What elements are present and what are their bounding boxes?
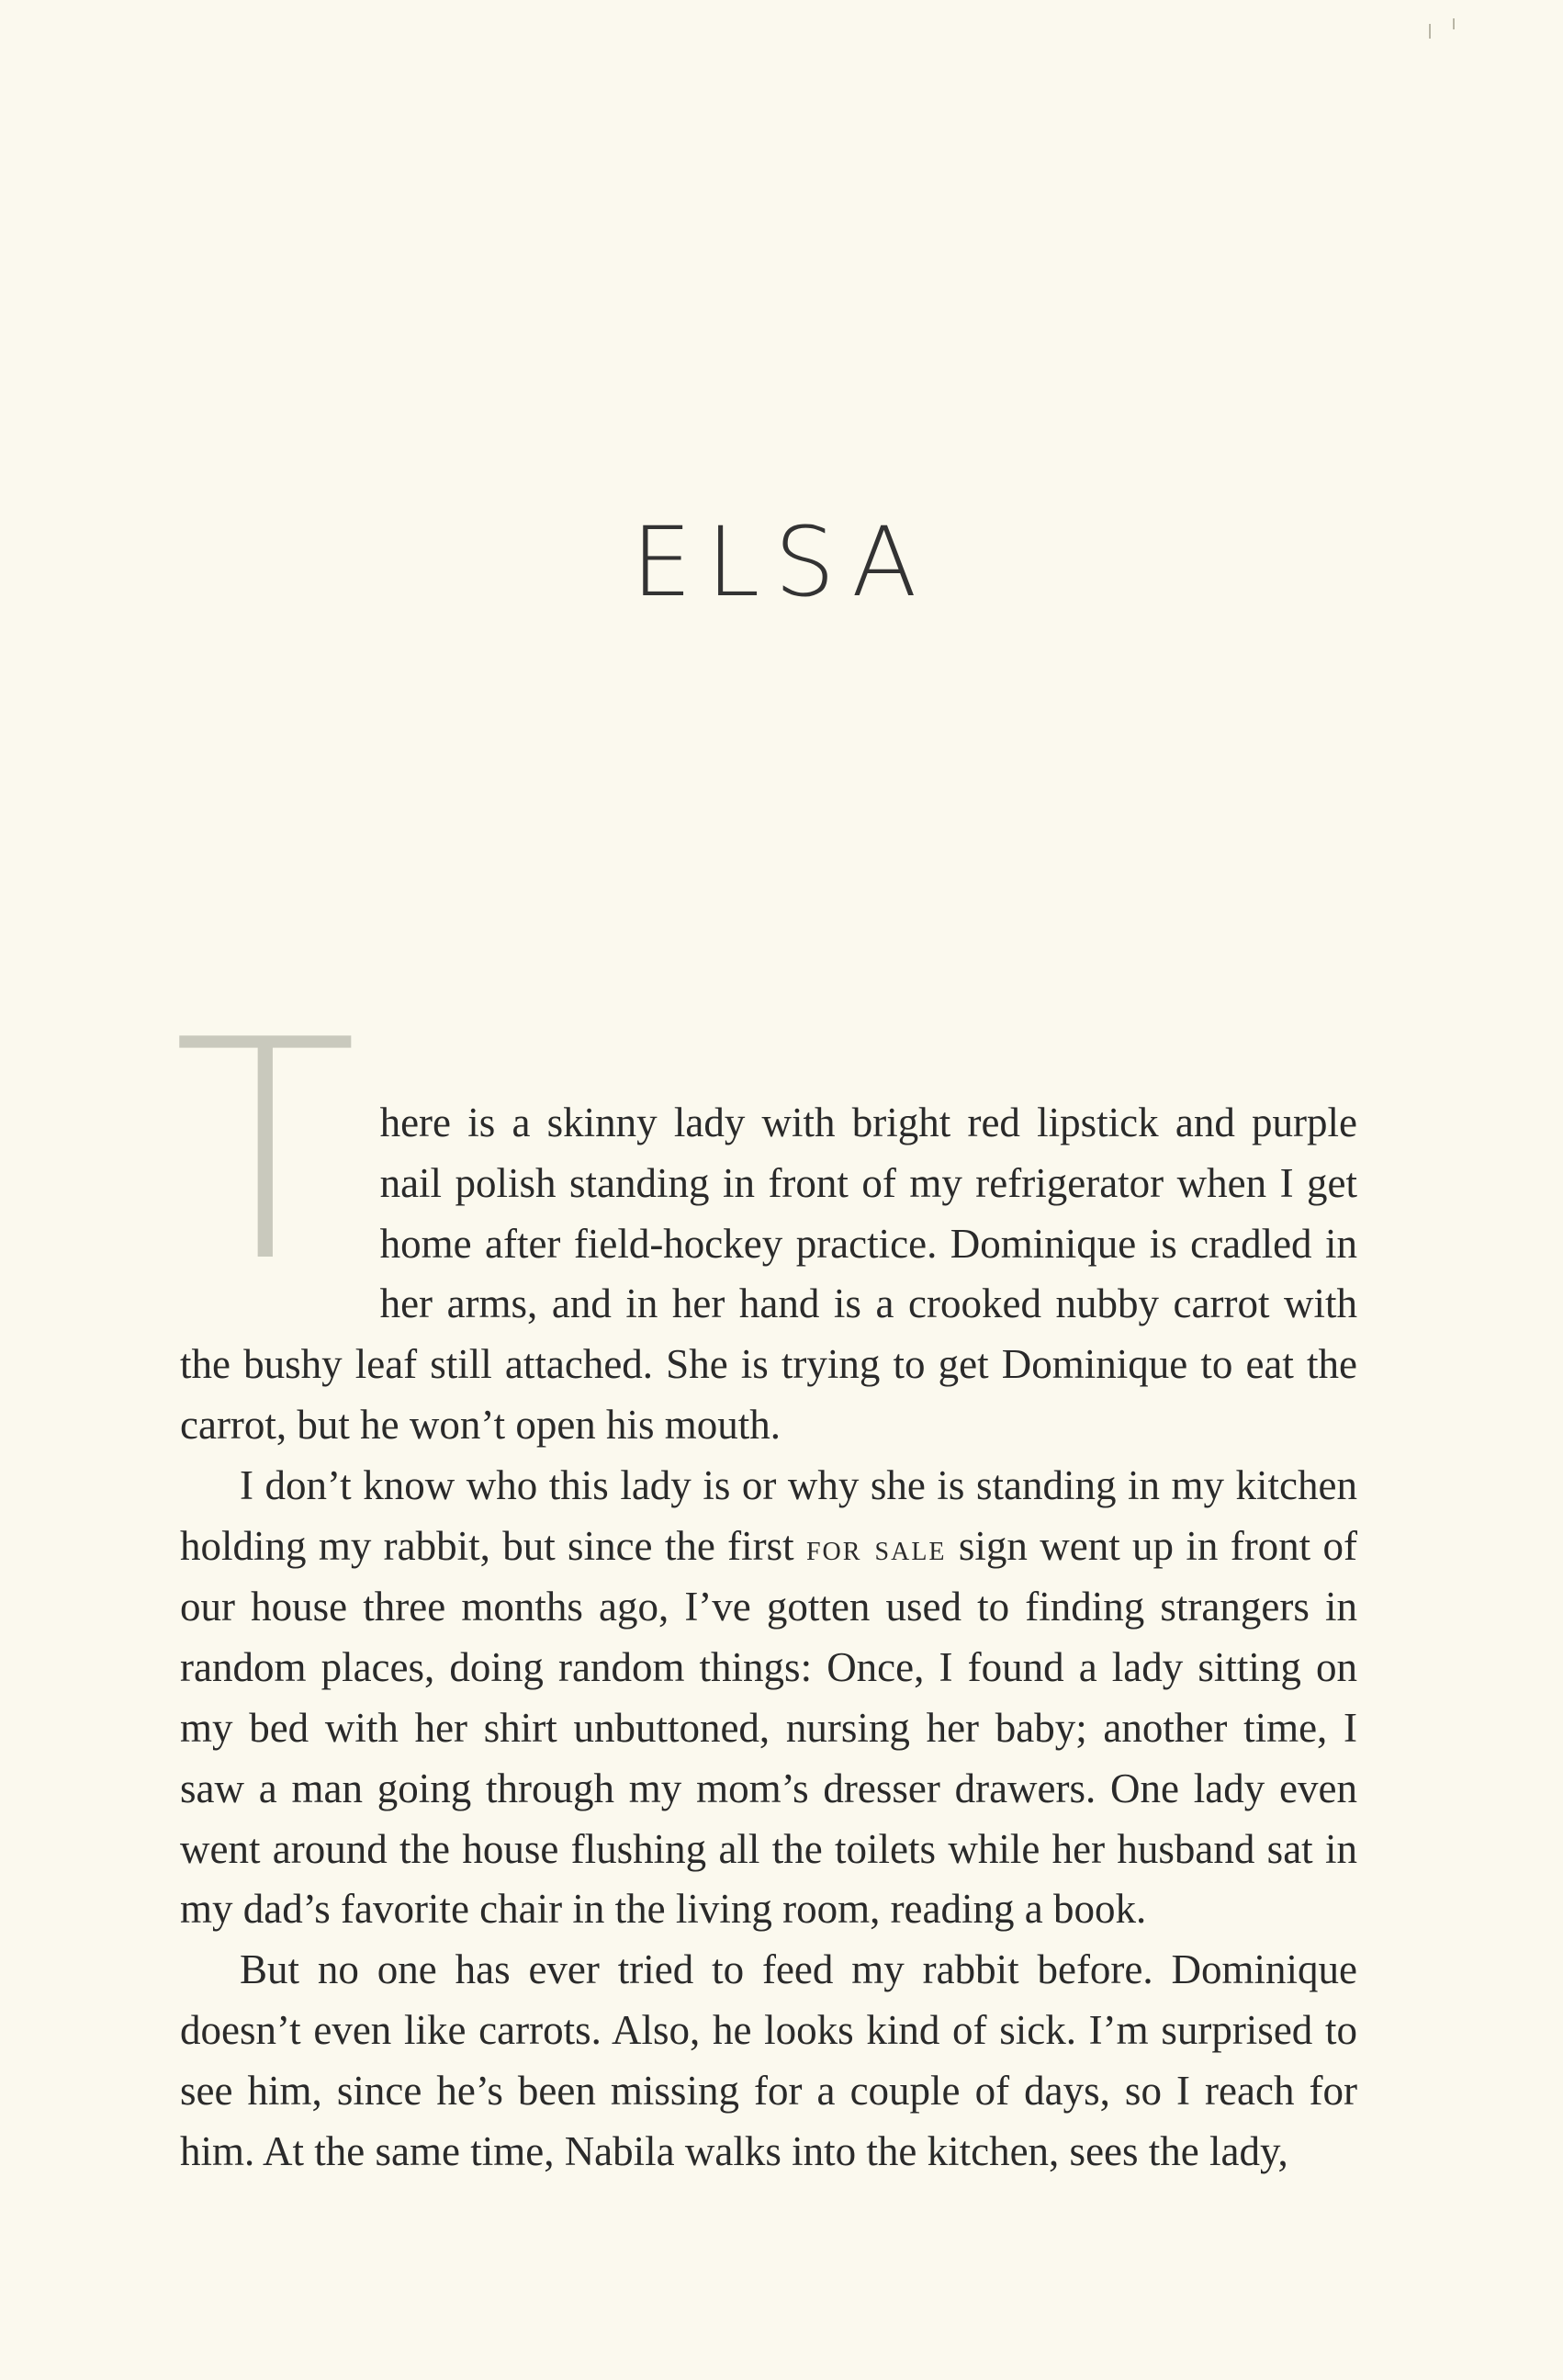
scan-mark <box>1453 18 1455 29</box>
paragraph-1-text: here is a skinny lady with bright red lipstick and purple nail polish standing in front of my refrigerator when I get home after field-hockey practice. Dominique is cradled in her arms, and in her hand is a crooked nubby carrot with the bushy leaf still attached. She is trying to get Dominique to eat the carrot, but he won’t open his mouth. <box>180 1100 1357 1448</box>
for-sale-small-caps: for sale <box>805 1526 947 1568</box>
drop-cap: T <box>173 976 358 1328</box>
scan-mark <box>1429 24 1431 39</box>
chapter-body <box>173 976 1357 2182</box>
chapter-title: ELSA <box>631 505 932 618</box>
paragraph-3 <box>180 1940 1357 2182</box>
paragraph-2-text-start: I don’t know who this lady is or why she is standing in my kitchen holding my rabbit, but since the first <box>180 1461 1357 1569</box>
paragraph-1 <box>173 976 1357 1456</box>
paragraph-2-text-end: sign went up in front of our house three months ago, I’ve gotten used to finding strangers in random places, doing random things: Once, I found a lady sitting on my bed with her shirt unbuttoned, nursing her baby; another time, I saw a man going through my mom’s dresser drawers. One lady even went around the house flushing all the toilets while her husband sat in my dad’s favorite chair in the living room, reading a book. <box>180 1522 1357 1933</box>
paragraph-3-text: But no one has ever tried to feed my rabbit before. Dominique doesn’t even like carrots. Also, he looks kind of sick. I’m surprised to see him, since he’s been missing for a couple of days, so I reach for him. At the same time, Nabila walks into the kitchen, sees the lady, <box>180 1946 1357 2174</box>
paragraph-2 <box>180 1456 1357 1940</box>
